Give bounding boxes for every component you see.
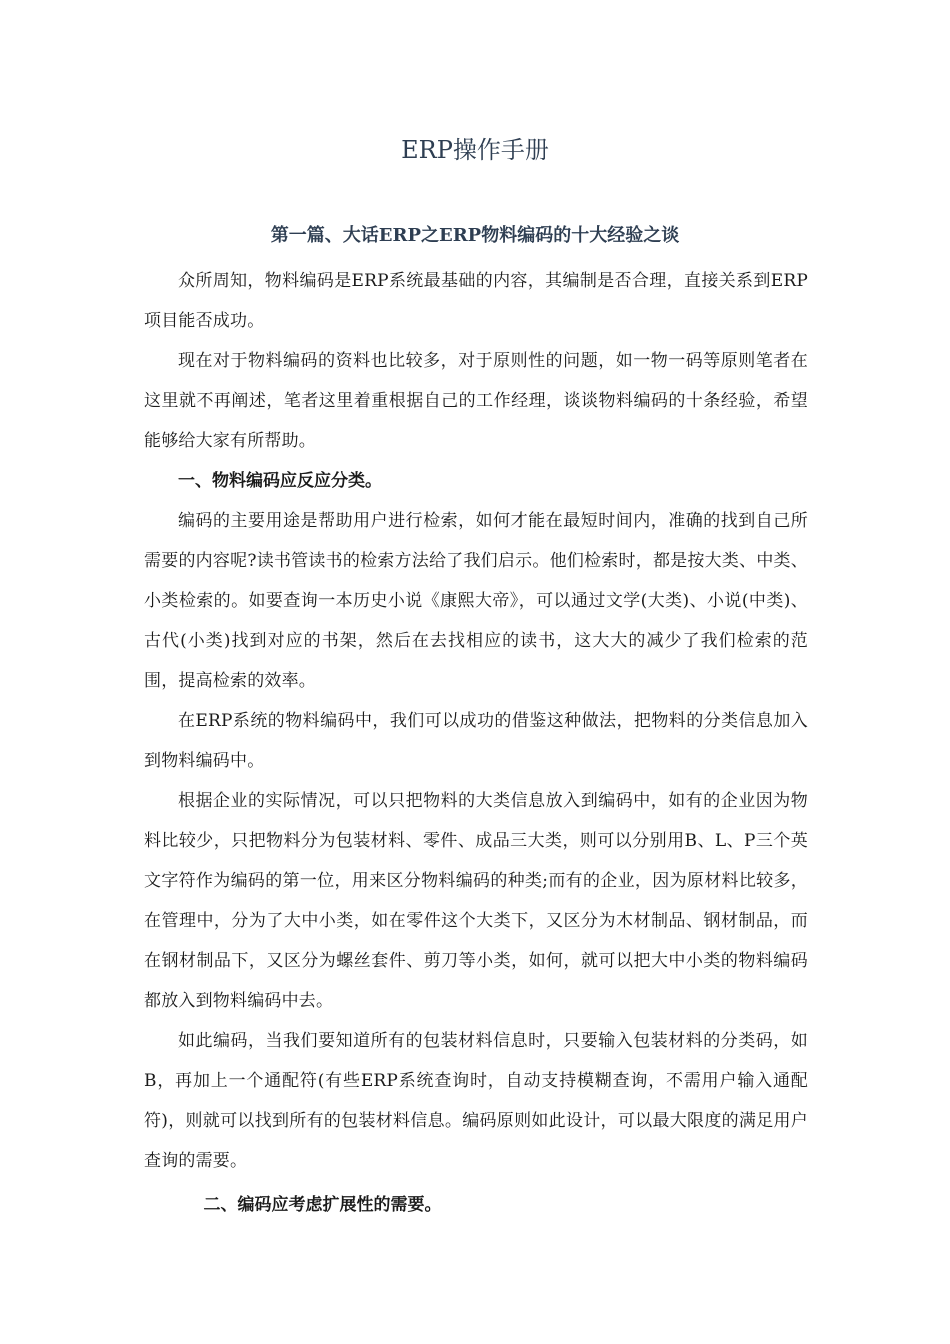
paragraph: 在ERP系统的物料编码中，我们可以成功的借鉴这种做法，把物料的分类信息加入到物料编码中。 — [144, 711, 808, 771]
paragraph: 现在对于物料编码的资料也比较多，对于原则性的问题，如一物一码等原则笔者在这里就不再阐述，笔者这里着重根据自己的工作经理，谈谈物料编码的十条经验，希望能够给大家有所帮助。 — [144, 351, 808, 451]
document-title: ERP操作手册 — [401, 136, 549, 164]
paragraph: 众所周知，物料编码是ERP系统最基础的内容，其编制是否合理，直接关系到ERP项目能否成功。 — [144, 271, 808, 331]
section-heading: 二、编码应考虑扩展性的需要。 — [203, 1195, 442, 1215]
paragraph: 根据企业的实际情况，可以只把物料的大类信息放入到编码中，如有的企业因为物料比较少，只把物料分为包装材料、零件、成品三大类，则可以分别用B、L、P三个英文字符作为编码的第一位，用来区分物料编码的种类;而有的企业，因为原材料比较多，在管理中，分为了大中小类，如在零件这个大类下，又区分为木材制品、钢材制品，而在钢材制品下，又区分为螺丝套件、剪刀等小类，如何，就可以把大中小类的物料编码都放入到物料编码中去。 — [144, 791, 808, 1011]
section-heading: 一、物料编码应反应分类。 — [178, 471, 382, 491]
paragraph: 编码的主要用途是帮助用户进行检索，如何才能在最短时间内，准确的找到自己所需要的内容呢?读书管读书的检索方法给了我们启示。他们检索时，都是按大类、中类、小类检索的。如要查询一本历史小说《康熙大帝》，可以通过文学(大类)、小说(中类)、古代(小类)找到对应的书架，然后在去找相应的读书，这大大的减少了我们检索的范围，提高检索的效率。 — [144, 511, 808, 691]
document-body — [144, 261, 808, 1225]
paragraph: 如此编码，当我们要知道所有的包装材料信息时，只要输入包装材料的分类码，如B，再加上一个通配符(有些ERP系统查询时，自动支持模糊查询，不需用户输入通配符)，则就可以找到所有的包装材料信息。编码原则如此设计，可以最大限度的满足用户查询的需要。 — [144, 1031, 808, 1171]
chapter-title: 第一篇、大话ERP之ERP物料编码的十大经验之谈 — [270, 225, 680, 246]
